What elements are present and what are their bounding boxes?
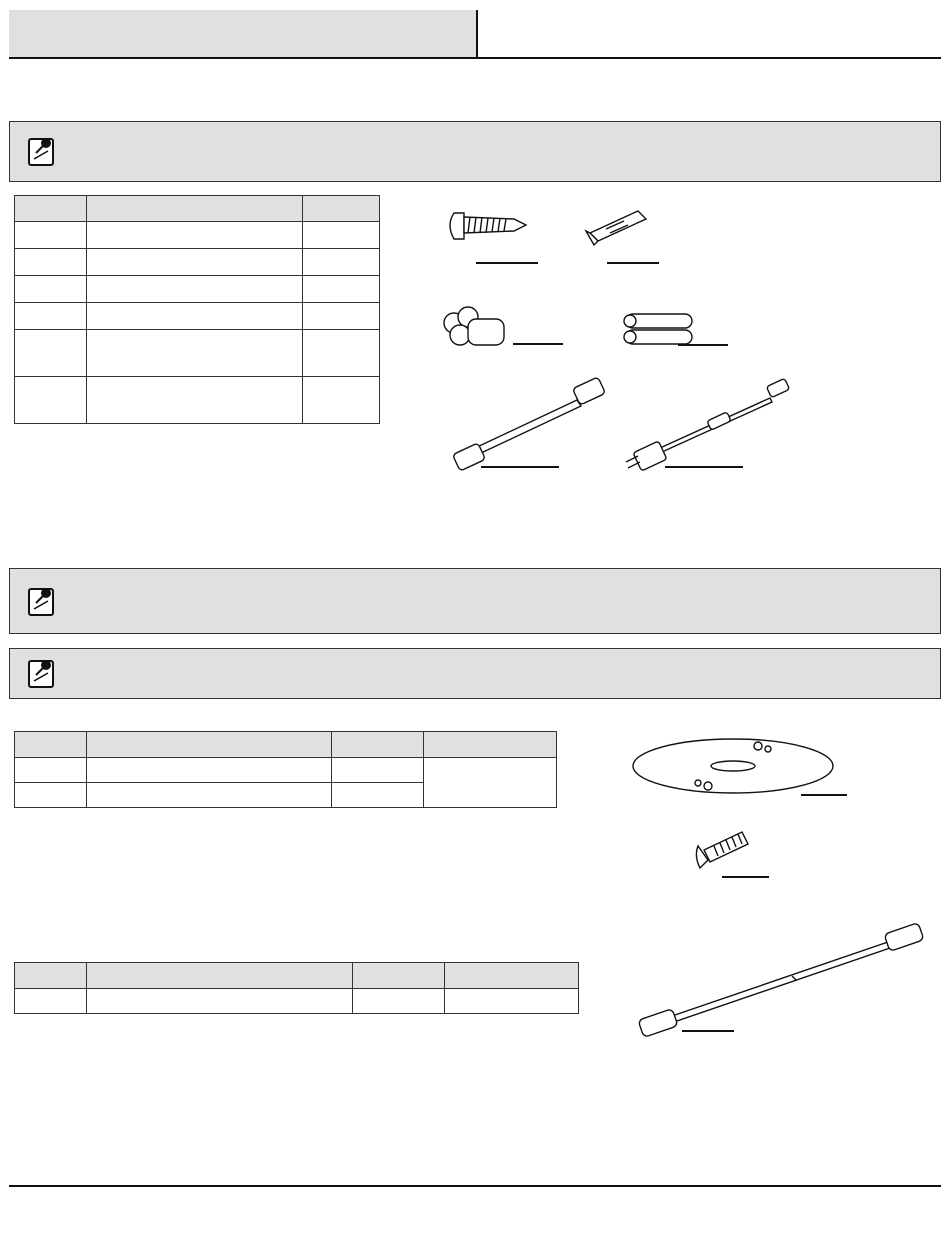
accessory-header-description	[87, 732, 332, 758]
double-clip-label-line	[678, 344, 728, 346]
table-cell	[87, 330, 303, 377]
screw-label-line	[476, 262, 538, 264]
cable-header-quantity	[353, 963, 445, 989]
table-row	[15, 330, 380, 377]
table-row	[15, 303, 380, 330]
hardware-header-part	[15, 196, 87, 222]
table-cell	[332, 783, 424, 808]
accessory-header-extra	[424, 732, 557, 758]
anchor-illustration	[584, 205, 654, 245]
table-cell	[303, 377, 380, 424]
table-row	[15, 249, 380, 276]
table-cell	[87, 989, 353, 1014]
table-cell	[15, 303, 87, 330]
hardware-table	[14, 195, 380, 424]
table-cell	[303, 276, 380, 303]
pushpin-note-icon	[24, 583, 60, 619]
long-cable-label-line	[682, 1030, 734, 1032]
header-divider	[476, 10, 478, 57]
table-cell	[15, 989, 87, 1014]
small-screw-label-line	[722, 876, 769, 878]
table-cell	[15, 377, 87, 424]
table-row	[15, 758, 557, 783]
table-cell	[303, 330, 380, 377]
cable-header-description	[87, 963, 353, 989]
pushpin-note-icon	[24, 133, 60, 169]
table-cell	[445, 989, 579, 1014]
table-cell	[303, 222, 380, 249]
hardware-header-quantity	[303, 196, 380, 222]
accessory-header-quantity	[332, 732, 424, 758]
header-title-box	[9, 10, 476, 57]
triple-clip-label-line	[513, 343, 563, 345]
table-cell	[87, 249, 303, 276]
power-cord-label-line	[665, 466, 743, 468]
table-cell	[353, 989, 445, 1014]
footer-rule	[9, 1185, 941, 1187]
table-cell	[303, 249, 380, 276]
note-bar-3	[9, 648, 941, 699]
linking-cable-illustration	[445, 376, 610, 471]
linking-cable-label-line	[481, 466, 559, 468]
table-cell	[87, 758, 332, 783]
table-cell	[15, 758, 87, 783]
accessory-header-part	[15, 732, 87, 758]
table-cell	[87, 303, 303, 330]
table-cell	[87, 222, 303, 249]
anchor-label-line	[607, 262, 659, 264]
cable-header-part	[15, 963, 87, 989]
note-bar-2	[9, 568, 941, 634]
hardware-header-description	[87, 196, 303, 222]
table-cell	[15, 222, 87, 249]
long-cable-illustration	[632, 920, 932, 1038]
table-cell	[15, 783, 87, 808]
header-rule	[9, 57, 941, 59]
table-cell	[15, 330, 87, 377]
screw-illustration	[444, 205, 534, 245]
power-cord-illustration	[620, 376, 800, 476]
table-cell	[87, 276, 303, 303]
small-screw-illustration	[692, 826, 752, 876]
table-cell	[332, 758, 424, 783]
table-cell	[15, 276, 87, 303]
cable-table	[14, 962, 579, 1014]
table-cell	[15, 249, 87, 276]
table-cell	[303, 303, 380, 330]
triple-clip-illustration	[440, 305, 510, 350]
table-row	[15, 276, 380, 303]
pushpin-note-icon	[24, 655, 60, 691]
table-merged-cell	[424, 758, 557, 808]
table-cell	[87, 783, 332, 808]
mounting-disc-illustration	[630, 736, 840, 798]
mounting-disc-label-line	[801, 794, 847, 796]
table-cell	[87, 377, 303, 424]
accessory-table	[14, 731, 557, 808]
table-row	[15, 222, 380, 249]
table-row	[15, 989, 579, 1014]
cable-header-extra	[445, 963, 579, 989]
table-row	[15, 377, 380, 424]
note-bar-1	[9, 121, 941, 182]
